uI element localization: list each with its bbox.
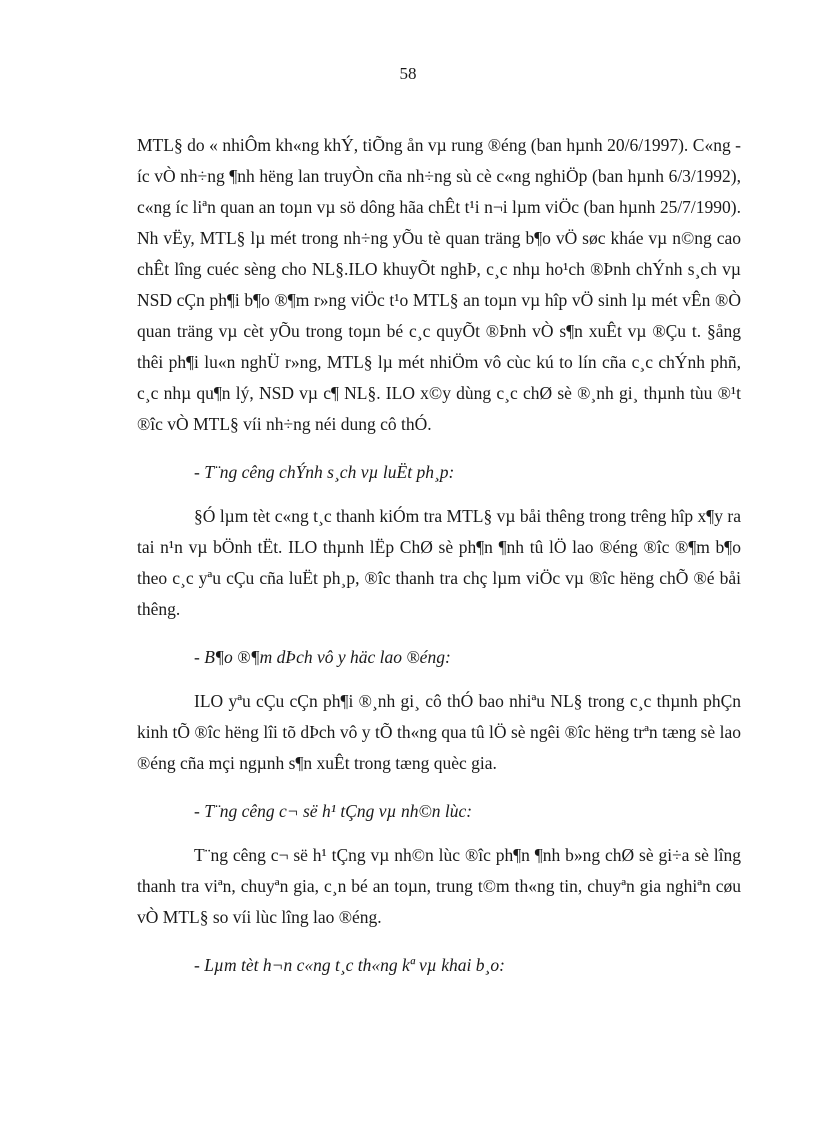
paragraph: T¨ng cêng c¬ së h¹ tÇng vµ nh©n lùc ®îc ph¶n ¶nh b»ng chØ sè gi÷a sè lîng thanh tra viªn, chuyªn gia, c¸n bé an toµn, trung t©m th«ng tin, chuyªn gia nghiªn cøu vÒ MTL§ so víi lùc lîng lao ®éng.	[137, 845, 741, 927]
section-heading: - T¨ng cêng c¬ së h¹ tÇng vµ nh©n lùc:	[194, 801, 473, 821]
section-heading: - Lµm tèt h¬n c«ng t¸c th«ng kª vµ khai b¸o:	[194, 955, 505, 975]
page-body	[137, 130, 741, 994]
page-number: 58	[399, 64, 417, 83]
section-heading: - B¶o ®¶m dÞch vô y häc lao ®éng:	[194, 647, 451, 667]
paragraph: ILO yªu cÇu cÇn ph¶i ®¸nh gi¸ cô thÓ bao nhiªu NL§ trong c¸c thµnh phÇn kinh tÕ ®îc hëng lîi tõ dÞch vô y tÕ th«ng qua tû lÖ sè ngêi ®îc hëng trªn tæng sè lao ®éng cña mçi ngµnh s¶n xuÊt trong tæng quèc gia.	[137, 691, 741, 773]
section-heading: - T¨ng cêng chÝnh s¸ch vµ luËt ph¸p:	[194, 462, 455, 482]
paragraph: §Ó lµm tèt c«ng t¸c thanh kiÓm tra MTL§ vµ båi thêng trong trêng hîp x¶y ra tai n¹n vµ bÖnh tËt. ILO thµnh lËp ChØ sè ph¶n ¶nh tû lÖ lao ®éng ®îc ®¶m b¶o theo c¸c yªu cÇu cña luËt ph¸p, ®îc thanh tra chç lµm viÖc vµ ®îc hëng chÕ ®é båi thêng.	[137, 506, 741, 619]
paragraph: MTL§ do « nhiÔm kh«ng khÝ, tiÕng ån vµ rung ®éng (ban hµnh 20/6/1997). C«ng íc vÒ nh÷ng ¶nh hëng lan truyÒn cña nh÷ng sù cè c«ng nghiÖp (ban hµnh 6/3/1992), c«ng íc liªn quan an toµn vµ sö dông hãa chÊt t¹i n¬i lµm viÖc (ban hµnh 25/7/1990). Nh vËy, MTL§ lµ mét trong nh÷ng yÕu tè quan träng b¶o vÖ søc kháe vµ n©ng cao chÊt lîng cuéc sèng cho NL§.ILO khuyÕt nghÞ, c¸c nhµ ho¹ch ®Þnh chÝnh s¸ch vµ NSD cÇn ph¶i b¶o ®¶m r»ng viÖc t¹o MTL§ an toµn vµ hîp vÖ sinh lµ mét vÊn ®Ò quan träng vµ cèt yÕu trong toµn bé c¸c quyÕt ®Þnh vÒ s¶n xuÊt vµ ®Çu t. §ång thêi ph¶i lu«n nghÜ r»ng, MTL§ lµ mét nhiÖm vô cùc kú to lín cña c¸c chÝnh phñ, c¸c nhµ qu¶n lý, NSD vµ c¶ NL§. ILO x©y dùng c¸c chØ sè ®¸nh gi¸ thµnh tùu ®¹t ®îc vÒ MTL§ víi nh÷ng néi dung cô thÓ.	[137, 135, 741, 434]
